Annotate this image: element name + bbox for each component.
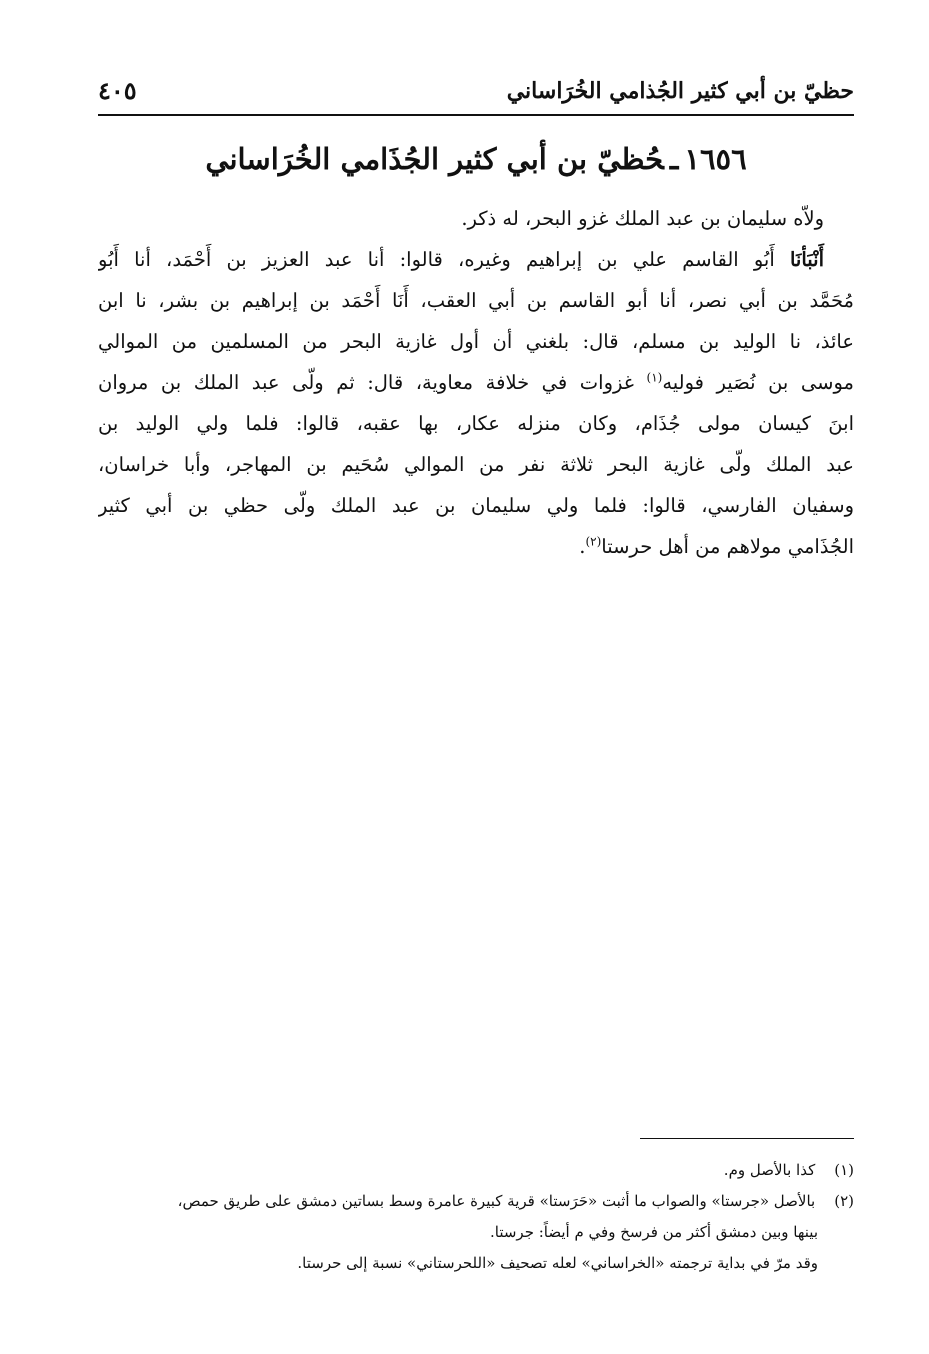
- entry-body: [98, 198, 854, 567]
- entry-heading: [98, 142, 854, 176]
- footnote-1-number: (١): [834, 1161, 854, 1179]
- footnote-1: [98, 1155, 854, 1186]
- body-line-2-text: أَبُو القاسم علي بن إبراهيم وغيره، قالوا: أنا عبد العزيز بن أَحْمَد، أنا أَبُو: [98, 248, 775, 271]
- page-number: ٤٠٥: [98, 76, 137, 105]
- footnotes: [98, 1155, 854, 1279]
- entry-name: حُظيّ بن أبي كثير الجُذَامي الخُرَاساني: [205, 142, 664, 176]
- body-line-5: [98, 362, 854, 403]
- footnote-2-line-2: بينها وبين دمشق أكثر من فرسخ وفي م أيضاً: جرستا.: [489, 1223, 818, 1241]
- footnote-2: [98, 1186, 854, 1217]
- body-line-9-start: الجُذَامي مولاهم من أهل حرستا: [601, 535, 854, 558]
- body-line-4: عائذ، نا الوليد بن مسلم، قال: بلغني أن أول غازية البحر من المسلمين من الموالي: [98, 330, 854, 353]
- running-header-title: حظيّ بن أبي كثير الجُذامي الخُرَاساني: [506, 78, 854, 104]
- body-line-6: ابنَ كيسان مولى جُذَام، وكان منزله عكار، بها عقبه، قالوا: فلما ولي الوليد بن: [98, 412, 854, 435]
- body-line-1: ولاّه سليمان بن عبد الملك غزو البحر، له ذكر.: [461, 207, 824, 230]
- footnote-2-line-3: وقد مرّ في بداية ترجمته «الخراساني» لعله تصحيف «اللحرستاني» نسبة إلى حرستا.: [297, 1254, 818, 1272]
- body-line-7: عبد الملك ولّى غازية البحر ثلاثة نفر من الموالي سُحَيم بن المهاجر، وأبا خراسان،: [98, 453, 854, 476]
- footnote-2-line-1: بالأصل «جرستا» والصواب ما أثبت «حَرَستا» قرية كبيرة عامرة وسط بساتين دمشق على طريق حمص،: [177, 1192, 816, 1210]
- lead-word: أَنْبَأنَا: [789, 248, 824, 271]
- entry-number: ١٦٥٦: [684, 142, 747, 176]
- body-line-8: وسفيان الفارسي، قالوا: فلما ولي سليمان بن عبد الملك ولّى حظي بن أبي كثير: [98, 494, 854, 517]
- body-line-2: [98, 239, 854, 280]
- heading-dash: ـ: [669, 142, 679, 176]
- footnote-marker-2: (٢): [585, 534, 602, 549]
- body-line-5-end: غزوات في خلافة معاوية، قال: ثم ولّى عبد الملك بن مروان: [98, 371, 647, 394]
- body-line-5-start: موسى بن نُصَير فوليه: [662, 371, 854, 394]
- body-line-9: [98, 526, 854, 567]
- body-line-9-end: .: [579, 535, 586, 558]
- body-line-3: مُحَمَّد بن أبي نصر، أنا أبو القاسم بن أبي العقب، أَنَا أَحْمَد بن إبراهيم بن بشر، نا ابن: [98, 289, 854, 312]
- footnote-2-number: (٢): [834, 1192, 854, 1210]
- footnote-separator: [640, 1138, 854, 1139]
- footnote-marker-1: (١): [646, 370, 663, 385]
- footnote-1-text: كذا بالأصل وم.: [723, 1161, 816, 1179]
- running-header: [98, 72, 854, 116]
